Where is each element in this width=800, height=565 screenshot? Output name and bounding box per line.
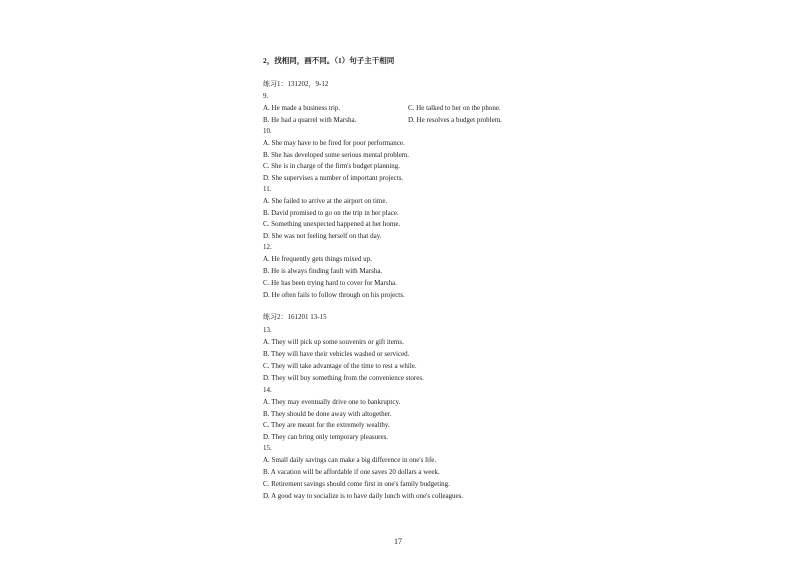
question-14-option-c: C. They are meant for the extremely wealthy.: [263, 421, 390, 429]
question-15-option-a: A. Small daily savings can make a big difference in one's life.: [263, 456, 437, 464]
question-10-option-a: A. She may have to be fired for poor performance.: [263, 139, 405, 147]
section-heading: 2，找相同，画不同。（1）句子主干相同: [263, 56, 395, 65]
question-9-option-a: A. He made a business trip.: [263, 104, 341, 112]
question-13-number: 13.: [263, 326, 272, 334]
question-15-option-b: B. A vacation will be affordable if one saves 20 dollars a week.: [263, 468, 440, 476]
question-13-option-d: D. They will buy something from the convenience stores.: [263, 374, 424, 382]
question-15-option-c: C. Retirement savings should come first in one's family budgeting.: [263, 480, 450, 488]
question-11-option-b: B. David promised to go on the trip in her place.: [263, 209, 399, 217]
question-14-option-a: A. They may eventually drive one to bankruptcy.: [263, 398, 401, 406]
question-12-option-c: C. He has been trying hard to cover for Marsha.: [263, 279, 397, 287]
question-10-option-c: C. She is in charge of the firm's budget planning.: [263, 162, 401, 170]
question-9-number: 9.: [263, 92, 269, 100]
question-13-option-c: C. They will take advantage of the time to rest a while.: [263, 362, 417, 370]
question-12-option-d: D. He often fails to follow through on his projects.: [263, 291, 405, 299]
question-10-option-d: D. She supervises a number of important projects.: [263, 174, 404, 182]
question-9-option-d: D. He resolves a budget problem.: [408, 116, 502, 124]
question-11-option-d: D. She was not feeling herself on that day.: [263, 232, 382, 240]
question-15-option-d: D. A good way to socialize is to have daily lunch with one's colleagues.: [263, 492, 464, 500]
practice2-title: 练习2：161201 13-15: [263, 313, 327, 321]
practice1-title: 练习1：131202，9-12: [263, 80, 329, 88]
question-10-option-b: B. She has developed some serious mental problem.: [263, 151, 409, 159]
question-11-option-c: C. Something unexpected happened at her home.: [263, 220, 401, 228]
question-15-number: 15.: [263, 444, 272, 452]
question-14-option-d: D. They can bring only temporary pleasures.: [263, 433, 389, 441]
page-number: 17: [394, 537, 402, 546]
question-10-number: 10.: [263, 127, 272, 135]
question-12-option-b: B. He is always finding fault with Marsha.: [263, 267, 383, 275]
question-11-number: 11.: [263, 185, 272, 193]
question-14-number: 14.: [263, 386, 272, 394]
question-12-option-a: A. He frequently gets things mixed up.: [263, 255, 372, 263]
question-9-option-b: B. He had a quarrel with Marsha.: [263, 116, 357, 124]
question-11-option-a: A. She failed to arrive at the airport on time.: [263, 197, 388, 205]
question-13-option-b: B. They will have their vehicles washed or serviced.: [263, 350, 410, 358]
question-9-option-c: C. He talked to her on the phone.: [408, 104, 501, 112]
question-13-option-a: A. They will pick up some souvenirs or gift items.: [263, 338, 404, 346]
question-12-number: 12.: [263, 243, 272, 251]
question-14-option-b: B. They should be done away with altogether.: [263, 410, 392, 418]
